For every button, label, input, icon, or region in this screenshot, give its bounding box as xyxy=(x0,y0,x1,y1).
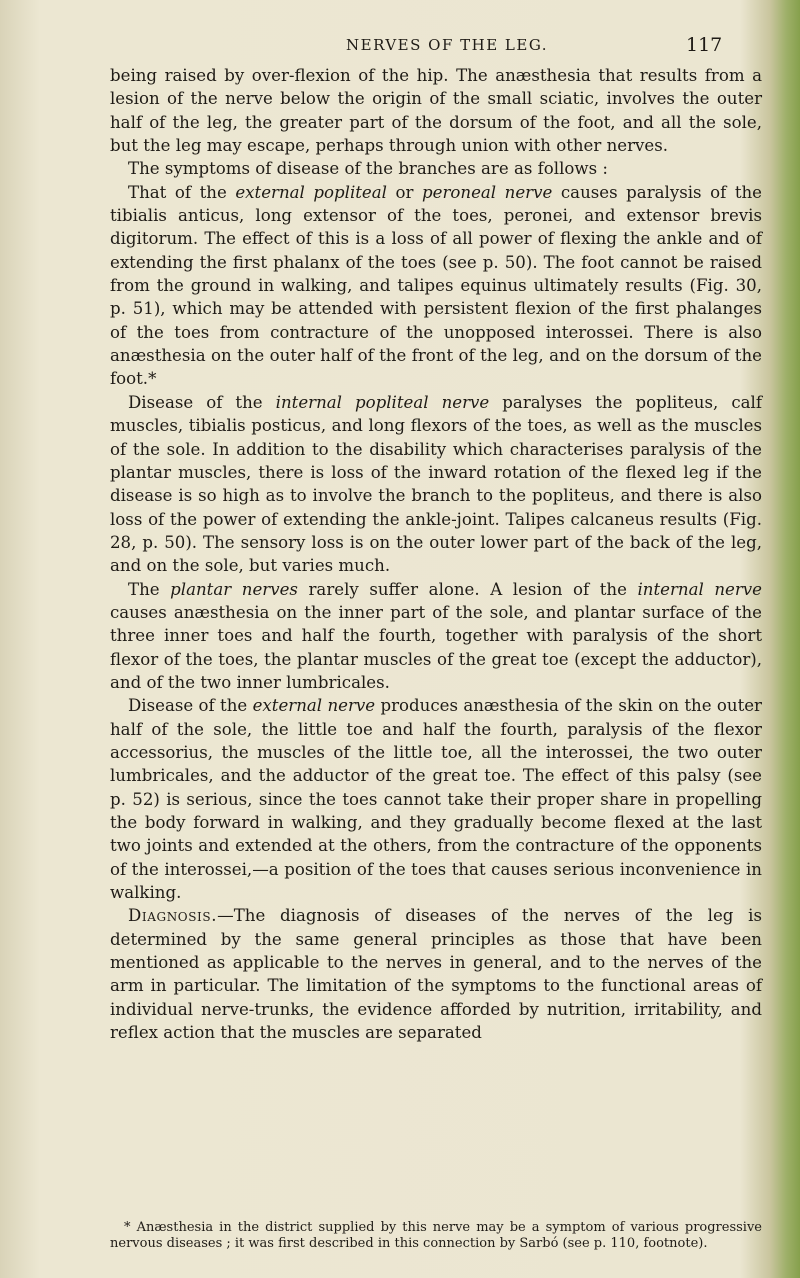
diagnosis-heading: Diagnosis. xyxy=(128,906,218,926)
paragraph-internal-popliteal: Disease of the internal popliteal nerve paralyses the popliteus, calf muscles, tibialis posticus, and long flexors of the toes, as well as the muscles of the sole. In addition to the disability which characterises paralysis of the plantar muscles, there is loss of the inward rotation of the flexed leg if the disease is so high as to involve the branch to the popliteus, and there is also loss of the power of extending the ankle-joint. Talipes calcaneus results (Fig. 28, p. 50). The sensory loss is on the outer lower part of the back of the leg, and on the sole, but varies much. xyxy=(110,392,762,576)
paragraph-external-nerve: Disease of the external nerve produces anæsthesia of the skin on the outer half of the sole, the little toe and half the fourth, paralysis of the flexor accessorius, the muscles of the little toe, all the interossei, the two outer lumbricales, and the adductor of the great toe. The effect of this palsy (see p. 52) is serious, since the toes cannot take their proper share in propelling the body forward in walking, and they gradually become flexed at the last two joints and extended at the others, from the contracture of the opponents of the interossei,—a position of the toes that causes serious inconvenience in walking. xyxy=(110,696,762,903)
page-number: 117 xyxy=(686,34,723,56)
paragraph-continuation: being raised by over-flexion of the hip. The anæsthesia that results from a lesion of the nerve below the origin of the small sciatic, involves the outer half of the leg, the greater part of the dorsum of the foot, and all the sole, but the leg may escape, perhaps through union with other nerves. xyxy=(110,66,762,156)
paragraph-symptoms-intro: The symptoms of disease of the branches are as follows : xyxy=(128,159,608,179)
running-head: NERVES OF THE LEG. xyxy=(346,36,549,54)
body-text xyxy=(110,64,762,1044)
page-header xyxy=(0,36,800,60)
diagnosis-text: —The diagnosis of diseases of the nerves of the leg is determined by the same general principles as those that have been mentioned as applicable to the nerves in general, and to the nerves of the arm in particular. The limitation of the symptoms to the functional areas of individual nerve-trunks, the evidence afforded by nutrition, irritability, and reflex action that the muscles are separated xyxy=(110,906,762,1043)
paragraph-external-popliteal: That of the external popliteal or peroneal nerve causes paralysis of the tibialis anticus, long extensor of the toes, peronei, and extensor brevis digitorum. The effect of this is a loss of all power of flexing the ankle and of extending the first phalanx of the toes (see p. 50). The foot cannot be raised from the ground in walking, and talipes equinus ultimately results (Fig. 30, p. 51), which may be attended with persistent flexion of the first phalanges of the toes from contracture of the unopposed interossei. There is also anæsthesia on the outer half of the front of the leg, and on the dorsum of the foot.* xyxy=(110,182,762,389)
paragraph-plantar-nerves: The plantar nerves rarely suffer alone. A lesion of the internal nerve causes anæsthesia on the inner part of the sole, and plantar surface of the three inner toes and half the fourth, together with paralysis of the short flexor of the toes, the plantar muscles of the great toe (except the adductor), and of the two inner lumbricales. xyxy=(110,579,763,692)
footnote xyxy=(110,1220,762,1252)
footnote-text: * Anæsthesia in the district supplied by this nerve may be a symptom of various progressive nervous diseases ; it was first described in this connection by Sarbó (see p. 110, footnote). xyxy=(110,1220,762,1251)
paragraph-diagnosis xyxy=(110,904,762,1044)
